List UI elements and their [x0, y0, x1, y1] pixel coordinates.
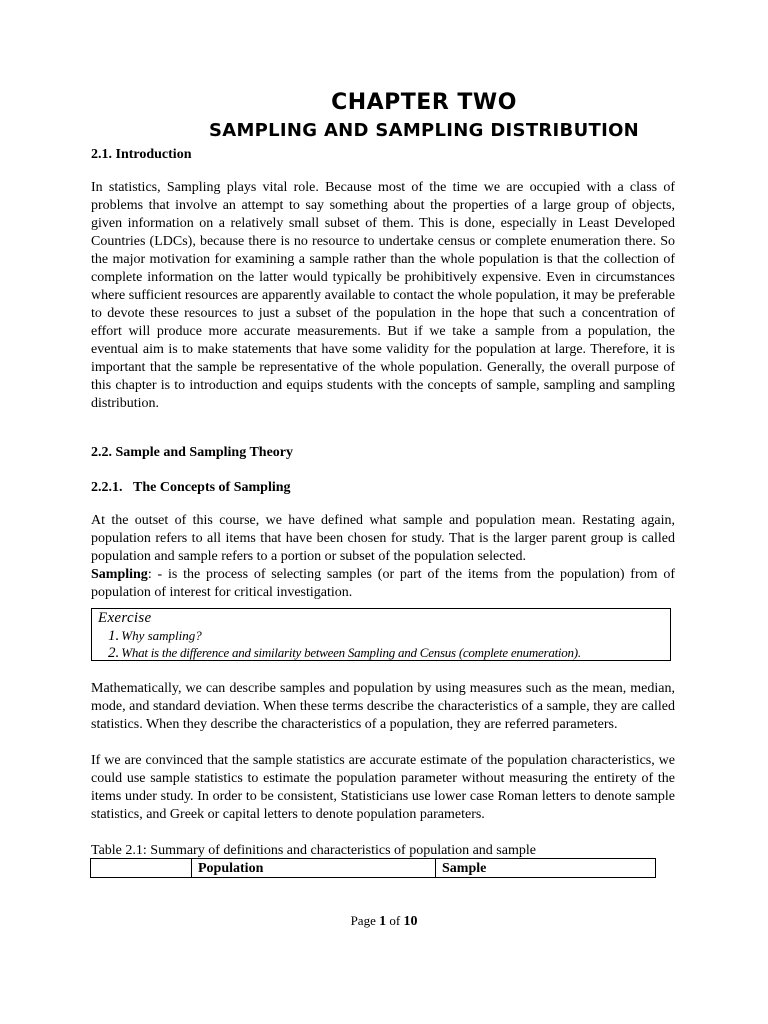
exercise-item-2	[108, 644, 581, 662]
exercise-item-text: What is the difference and similarity between Sampling and Census (complete enumeration).	[121, 645, 581, 660]
table-header-cell-sample: Sample	[436, 859, 656, 878]
exercise-box	[91, 608, 671, 661]
subsection-number: 2.2.1.	[91, 480, 123, 495]
table-header-cell-blank	[91, 859, 192, 878]
table-header-row	[91, 859, 656, 878]
exercise-item-1	[108, 627, 202, 645]
sampling-definition-text: : - is the process of selecting samples (or part of the items from the population) from of population of interest for critical investigation.	[91, 567, 675, 600]
exercise-title: Exercise	[98, 610, 152, 626]
table-caption: Table 2.1: Summary of definitions and characteristics of population and sample	[91, 843, 536, 858]
exercise-item-number: 1.	[108, 628, 120, 644]
summary-table	[90, 858, 656, 878]
estimation-paragraph: If we are convinced that the sample statistics are accurate estimate of the population characteristics, we could use sample statistics to estimate the population parameter without measuring the entirety of the items under study. In order to be consistent, Statisticians use lower case Roman letters to denote sample statistics, and Greek or capital letters to denote population parameters.	[91, 753, 675, 822]
concepts-paragraph: At the outset of this course, we have defined what sample and population mean. Restating again, population refers to all items that have been chosen for study. That is the larger parent group is called population and sample refers to a portion or subset of the population selected.	[91, 513, 675, 564]
section-heading-introduction: 2.1. Introduction	[91, 147, 192, 162]
subsection-title: The Concepts of Sampling	[133, 480, 291, 495]
footer-current-page: 1	[379, 914, 387, 929]
chapter-title: CHAPTER TWO	[331, 90, 517, 115]
table-header-cell-population: Population	[192, 859, 436, 878]
footer-page-label: Page	[350, 913, 376, 928]
exercise-item-number: 2.	[108, 645, 120, 661]
exercise-item-text: Why sampling?	[121, 628, 202, 643]
section-heading-sampling-theory: 2.2. Sample and Sampling Theory	[91, 445, 294, 460]
introduction-paragraph: In statistics, Sampling plays vital role. Because most of the time we are occupied with a class of problems that involve an attempt to say something about the properties of a large group of objects, given information on a relatively small subset of them. This is done, especially in Least Developed Countries (LDCs), because there is no resource to undertake census or complete enumeration there. So the major motivation for examining a sample rather than the whole population is that the collection of complete information on the latter would typically be prohibitively expensive. Even in circumstances where sufficient resources are apparently available to contact the whole population, it may be preferable to devote these resources to just a subset of the population in the hope that such a concentration of effort will produce more accurate measurements. But if we take a sample from a population, the eventual aim is to make statements that have some validity for the population at large. Therefore, it is important that the sample be representative of the whole population. Generally, the overall purpose of this chapter is to introduction and equips students with the concepts of sample, sampling and sampling distribution.	[91, 180, 675, 411]
footer-total-pages: 10	[403, 914, 418, 929]
chapter-subtitle: SAMPLING AND SAMPLING DISTRIBUTION	[208, 120, 640, 141]
sampling-definition	[91, 566, 675, 602]
page-footer	[0, 913, 768, 930]
subsection-heading-concepts	[91, 479, 291, 497]
footer-of-label: of	[389, 913, 401, 928]
sampling-term: Sampling	[91, 567, 148, 582]
statistics-paragraph: Mathematically, we can describe samples and population by using measures such as the mean, median, mode, and standard deviation. When these terms describe the characteristics of a sample, they are called statistics. When they describe the characteristics of a population, they are referred parameters.	[91, 681, 675, 732]
